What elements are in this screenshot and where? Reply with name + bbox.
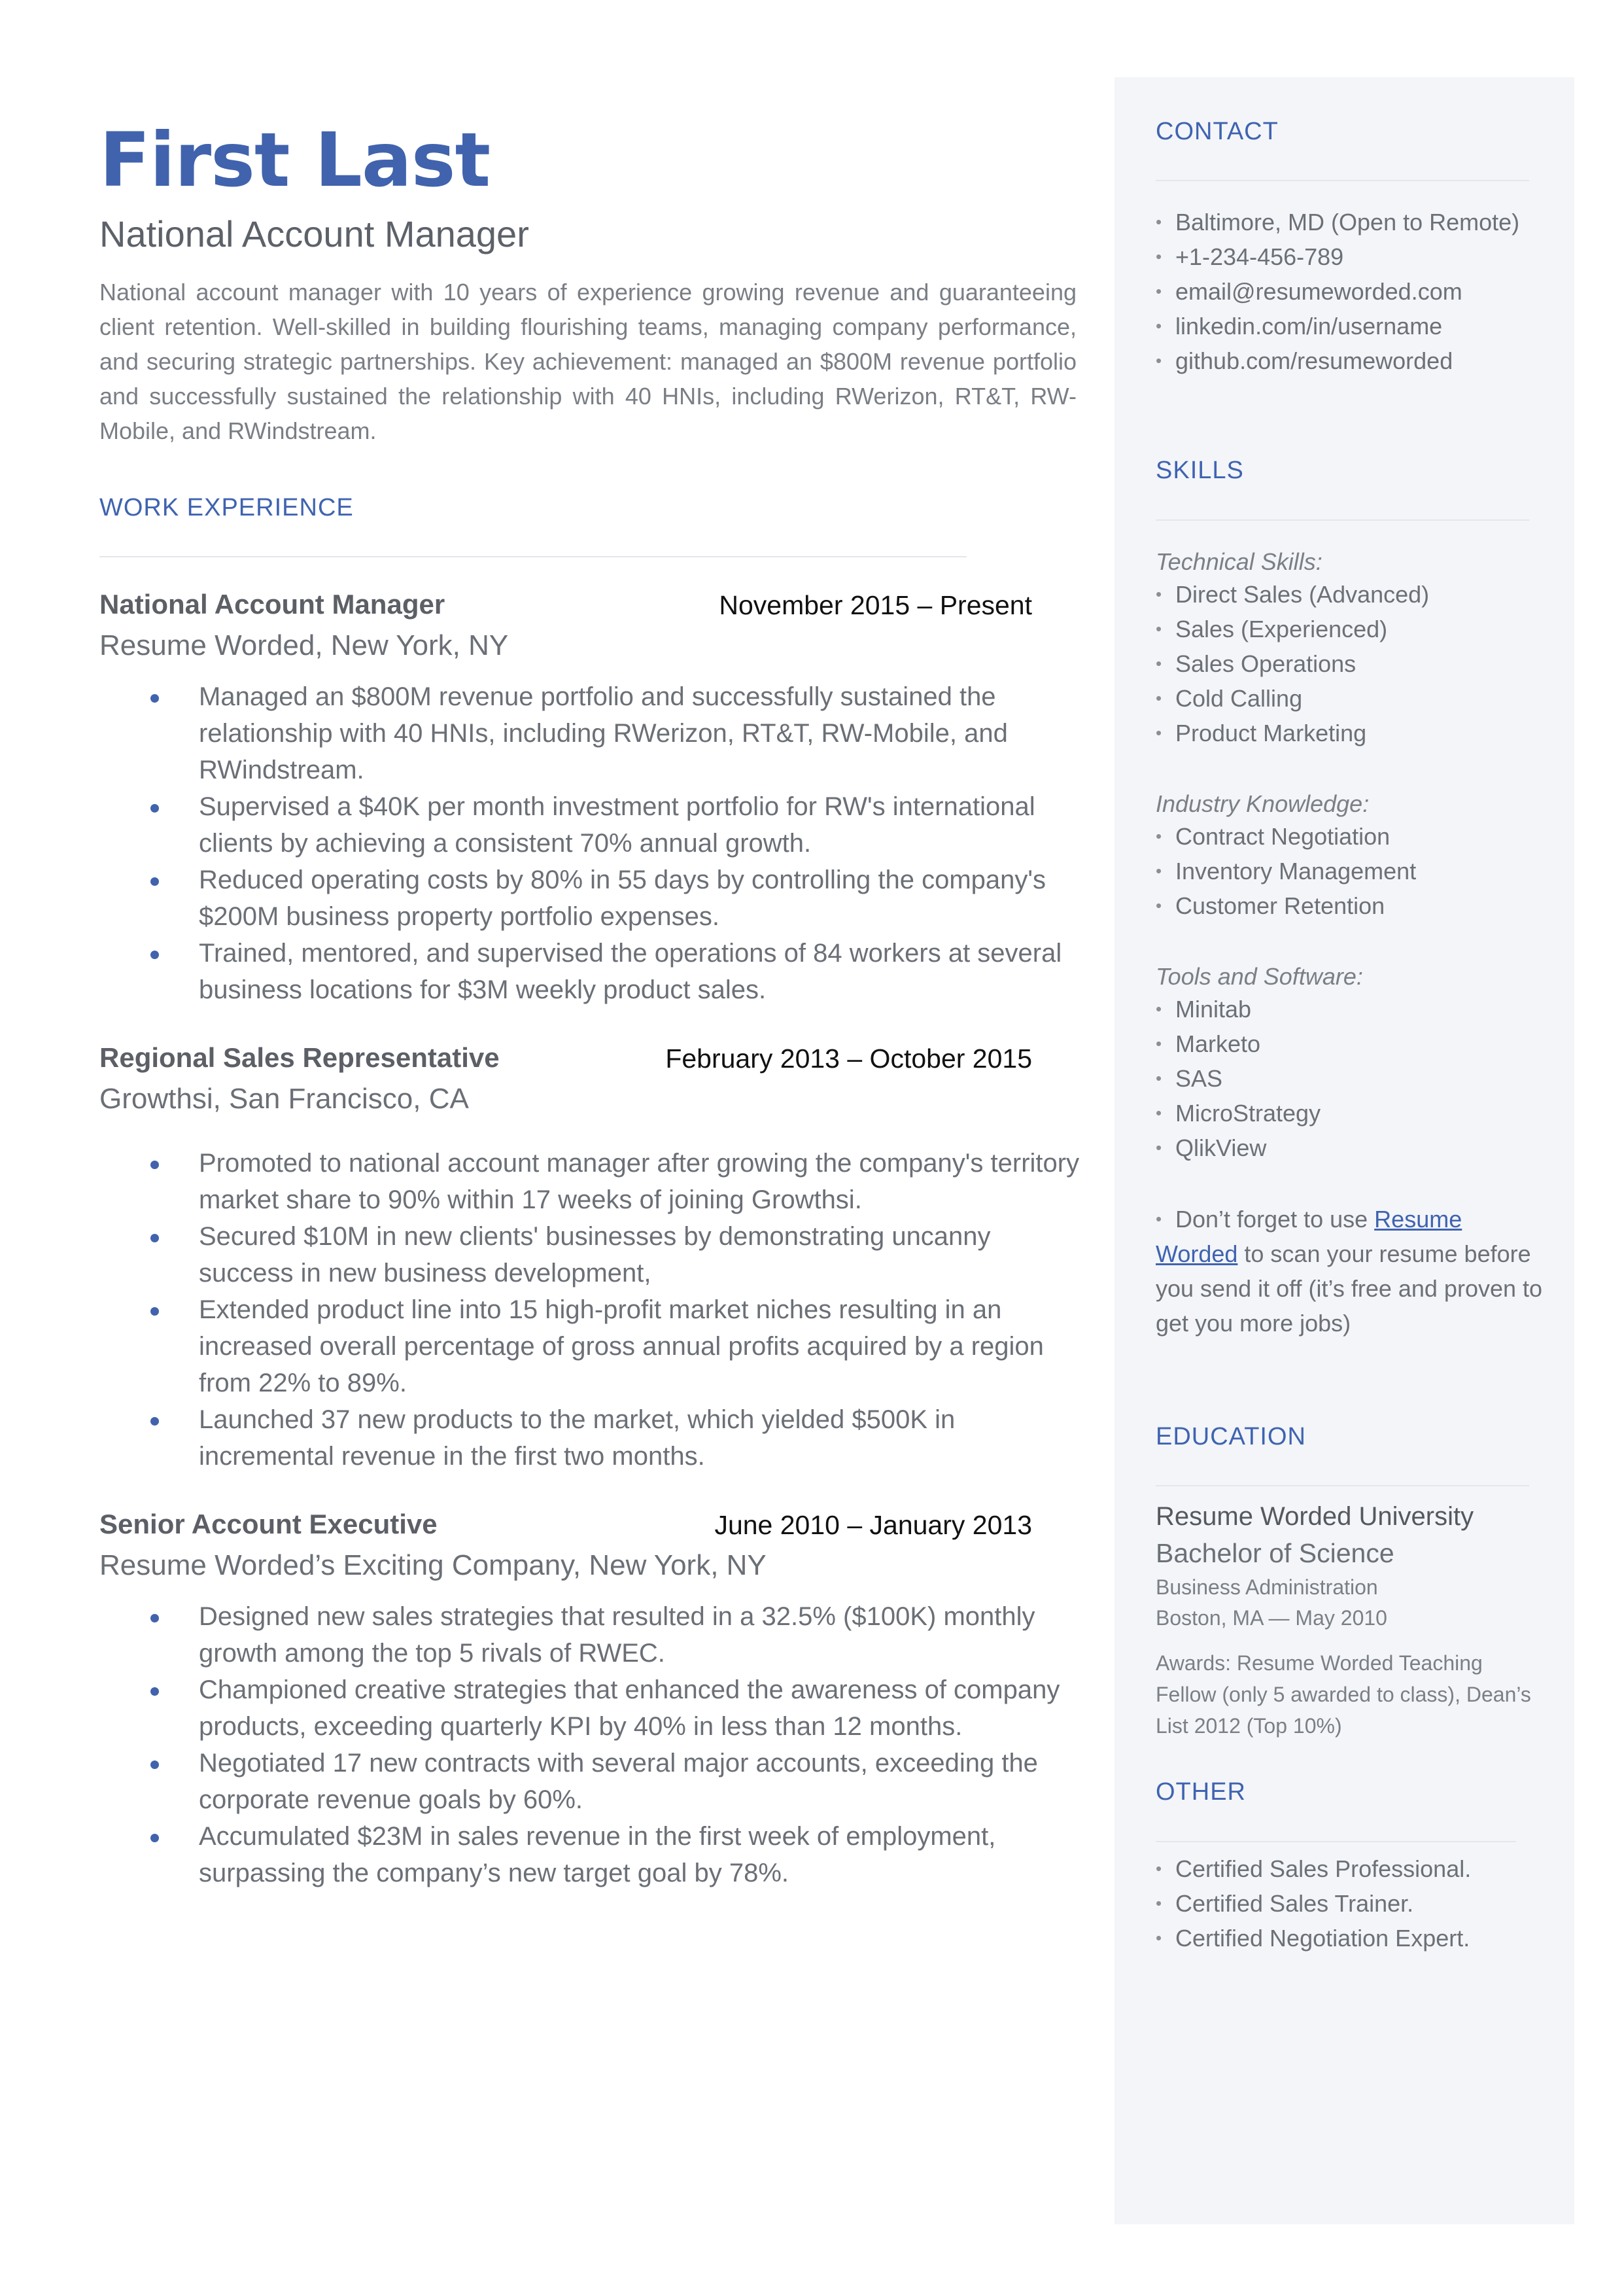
contact-heading: CONTACT bbox=[1156, 118, 1279, 145]
skills-divider bbox=[1156, 519, 1529, 521]
contact-email[interactable]: • email@resumeworded.com bbox=[1156, 274, 1548, 309]
resume-worded-note: • Don’t forget to use Resume Worded to scan your resume before you send it off (it’s free and proven to get you more jobs) bbox=[1156, 1202, 1548, 1340]
education-major: Business Administration bbox=[1156, 1575, 1378, 1599]
job-bullet: Reduced operating costs by 80% in 55 days by controlling the company's $200M business property portfolio expenses. bbox=[150, 862, 1086, 935]
skill-item: • MicroStrategy bbox=[1156, 1096, 1548, 1130]
job-bullet: Managed an $800M revenue portfolio and successfully sustained the relationship with 40 HNIs, including RWerizon, RT&T, RW-Mobile, and RWindstream. bbox=[150, 678, 1086, 788]
skill-item: • Direct Sales (Advanced) bbox=[1156, 577, 1548, 612]
job-bullet: Designed new sales strategies that resulted in a 32.5% ($100K) monthly growth among the top 5 rivals of RWEC. bbox=[150, 1598, 1086, 1672]
job-bullet: Championed creative strategies that enhanced the awareness of company products, exceeding quarterly KPI by 40% in less than 12 months. bbox=[150, 1672, 1086, 1745]
skill-item: • Contract Negotiation bbox=[1156, 819, 1548, 854]
job-title: Senior Account Executive bbox=[99, 1509, 438, 1539]
job-bullet: Accumulated $23M in sales revenue in the first week of employment, surpassing the company’s new target goal by 78%. bbox=[150, 1818, 1086, 1891]
job-bullet: Extended product line into 15 high-profit market niches resulting in an increased overall percentage of gross annual profits acquired by a region from 22% to 89%. bbox=[150, 1291, 1086, 1401]
bullet-dot-icon: • bbox=[1156, 584, 1162, 604]
contact-list bbox=[1156, 205, 1548, 378]
contact-location: • Baltimore, MD (Open to Remote) bbox=[1156, 205, 1548, 239]
contact-phone[interactable]: • +1-234-456-789 bbox=[1156, 239, 1548, 274]
bullet-dot-icon: • bbox=[1156, 1928, 1162, 1948]
skill-item: • SAS bbox=[1156, 1061, 1548, 1096]
skill-item: • Inventory Management bbox=[1156, 854, 1548, 888]
skill-item: • Product Marketing bbox=[1156, 716, 1548, 750]
bullet-dot-icon: • bbox=[1156, 1068, 1162, 1088]
job-bullet: Trained, mentored, and supervised the operations of 84 workers at several business locations for $3M weekly product sales. bbox=[150, 935, 1086, 1008]
bullet-dot-icon: • bbox=[1156, 212, 1162, 232]
bullet-dot-icon: • bbox=[1156, 351, 1162, 370]
skill-item: • Sales (Experienced) bbox=[1156, 612, 1548, 646]
job-company: Resume Worded’s Exciting Company, New York, NY bbox=[99, 1549, 767, 1581]
education-location-date: Boston, MA — May 2010 bbox=[1156, 1606, 1387, 1630]
bullet-dot-icon: • bbox=[1156, 826, 1162, 846]
bullet-dot-icon: • bbox=[1156, 1893, 1162, 1913]
resume-worded-link[interactable]: Resume Worded bbox=[1156, 1206, 1462, 1267]
skill-item: • Cold Calling bbox=[1156, 681, 1548, 716]
skill-item: • QlikView bbox=[1156, 1130, 1548, 1165]
skill-item: • Sales Operations bbox=[1156, 646, 1548, 681]
contact-linkedin[interactable]: • linkedin.com/in/username bbox=[1156, 309, 1548, 343]
job-dates: February 2013 – October 2015 bbox=[665, 1043, 1032, 1074]
education-divider bbox=[1156, 1485, 1529, 1486]
job-title: National Account Manager bbox=[99, 589, 445, 620]
skill-item: • Customer Retention bbox=[1156, 888, 1548, 923]
job-dates: June 2010 – January 2013 bbox=[714, 1510, 1032, 1540]
job-bullets bbox=[150, 678, 1086, 1008]
bullet-dot-icon: • bbox=[1156, 281, 1162, 301]
bullet-dot-icon: • bbox=[1156, 723, 1162, 743]
work-experience-divider bbox=[99, 556, 967, 557]
job-dates: November 2015 – Present bbox=[719, 590, 1032, 620]
skill-item: • Marketo bbox=[1156, 1026, 1548, 1061]
bullet-dot-icon: • bbox=[1156, 688, 1162, 708]
other-divider bbox=[1156, 1841, 1516, 1842]
bullet-dot-icon: • bbox=[1156, 861, 1162, 881]
other-heading: OTHER bbox=[1156, 1778, 1246, 1806]
job-bullet: Secured $10M in new clients' businesses by demonstrating uncanny success in new business development, bbox=[150, 1218, 1086, 1291]
education-school: Resume Worded University bbox=[1156, 1502, 1474, 1531]
candidate-role: National Account Manager bbox=[99, 213, 529, 254]
job-bullet: Negotiated 17 new contracts with several major accounts, exceeding the corporate revenue goals by 60%. bbox=[150, 1745, 1086, 1818]
contact-divider bbox=[1156, 180, 1529, 181]
bullet-dot-icon: • bbox=[1156, 654, 1162, 673]
tools-software-label: Tools and Software: bbox=[1156, 963, 1363, 990]
bullet-dot-icon: • bbox=[1156, 1138, 1162, 1157]
job-bullets bbox=[150, 1598, 1086, 1891]
certification-item: • Certified Sales Professional. bbox=[1156, 1851, 1548, 1886]
candidate-name: First Last bbox=[99, 116, 491, 203]
bullet-dot-icon: • bbox=[1156, 316, 1162, 336]
work-experience-heading: WORK EXPERIENCE bbox=[99, 494, 354, 521]
industry-knowledge-label: Industry Knowledge: bbox=[1156, 790, 1370, 817]
technical-skills-label: Technical Skills: bbox=[1156, 548, 1322, 575]
job-company: Growthsi, San Francisco, CA bbox=[99, 1083, 469, 1115]
certification-item: • Certified Sales Trainer. bbox=[1156, 1886, 1548, 1921]
skill-item: • Minitab bbox=[1156, 992, 1548, 1026]
bullet-dot-icon: • bbox=[1156, 1859, 1162, 1878]
bullet-dot-icon: • bbox=[1156, 619, 1162, 639]
bullet-dot-icon: • bbox=[1156, 247, 1162, 266]
bullet-dot-icon: • bbox=[1156, 1034, 1162, 1053]
education-awards: Awards: Resume Worded Teaching Fellow (only 5 awarded to class), Dean’s List 2012 (Top 10%) bbox=[1156, 1651, 1531, 1738]
job-title: Regional Sales Representative bbox=[99, 1042, 500, 1073]
summary-paragraph: National account manager with 10 years of experience growing revenue and guaranteeing client retention. Well-skilled in building flourishing teams, managing company performance, and securing strategic partnerships. Key achievement: managed an $800M revenue portfolio and successfully sustained the relationship with 40 HNIs, including RWerizon, RT&T, RW-Mobile, and RWindstream. bbox=[99, 279, 1077, 444]
skills-heading: SKILLS bbox=[1156, 457, 1244, 484]
bullet-dot-icon: • bbox=[1156, 1209, 1162, 1229]
other-list bbox=[1156, 1851, 1548, 1955]
industry-knowledge-list bbox=[1156, 819, 1548, 923]
job-bullet: Promoted to national account manager after growing the company's territory market share to 90% within 17 weeks of joining Growthsi. bbox=[150, 1145, 1086, 1218]
bullet-dot-icon: • bbox=[1156, 896, 1162, 915]
job-bullets bbox=[150, 1145, 1086, 1475]
bullet-dot-icon: • bbox=[1156, 1103, 1162, 1123]
job-bullet: Launched 37 new products to the market, which yielded $500K in incremental revenue in the first two months. bbox=[150, 1401, 1086, 1475]
education-heading: EDUCATION bbox=[1156, 1423, 1306, 1450]
contact-github[interactable]: • github.com/resumeworded bbox=[1156, 343, 1548, 378]
bullet-dot-icon: • bbox=[1156, 999, 1162, 1019]
tools-software-list bbox=[1156, 992, 1548, 1165]
job-company: Resume Worded, New York, NY bbox=[99, 629, 509, 661]
technical-skills-list bbox=[1156, 577, 1548, 750]
education-degree: Bachelor of Science bbox=[1156, 1538, 1394, 1568]
job-bullet: Supervised a $40K per month investment portfolio for RW's international clients by achieving a consistent 70% annual growth. bbox=[150, 788, 1086, 862]
certification-item: • Certified Negotiation Expert. bbox=[1156, 1921, 1548, 1955]
